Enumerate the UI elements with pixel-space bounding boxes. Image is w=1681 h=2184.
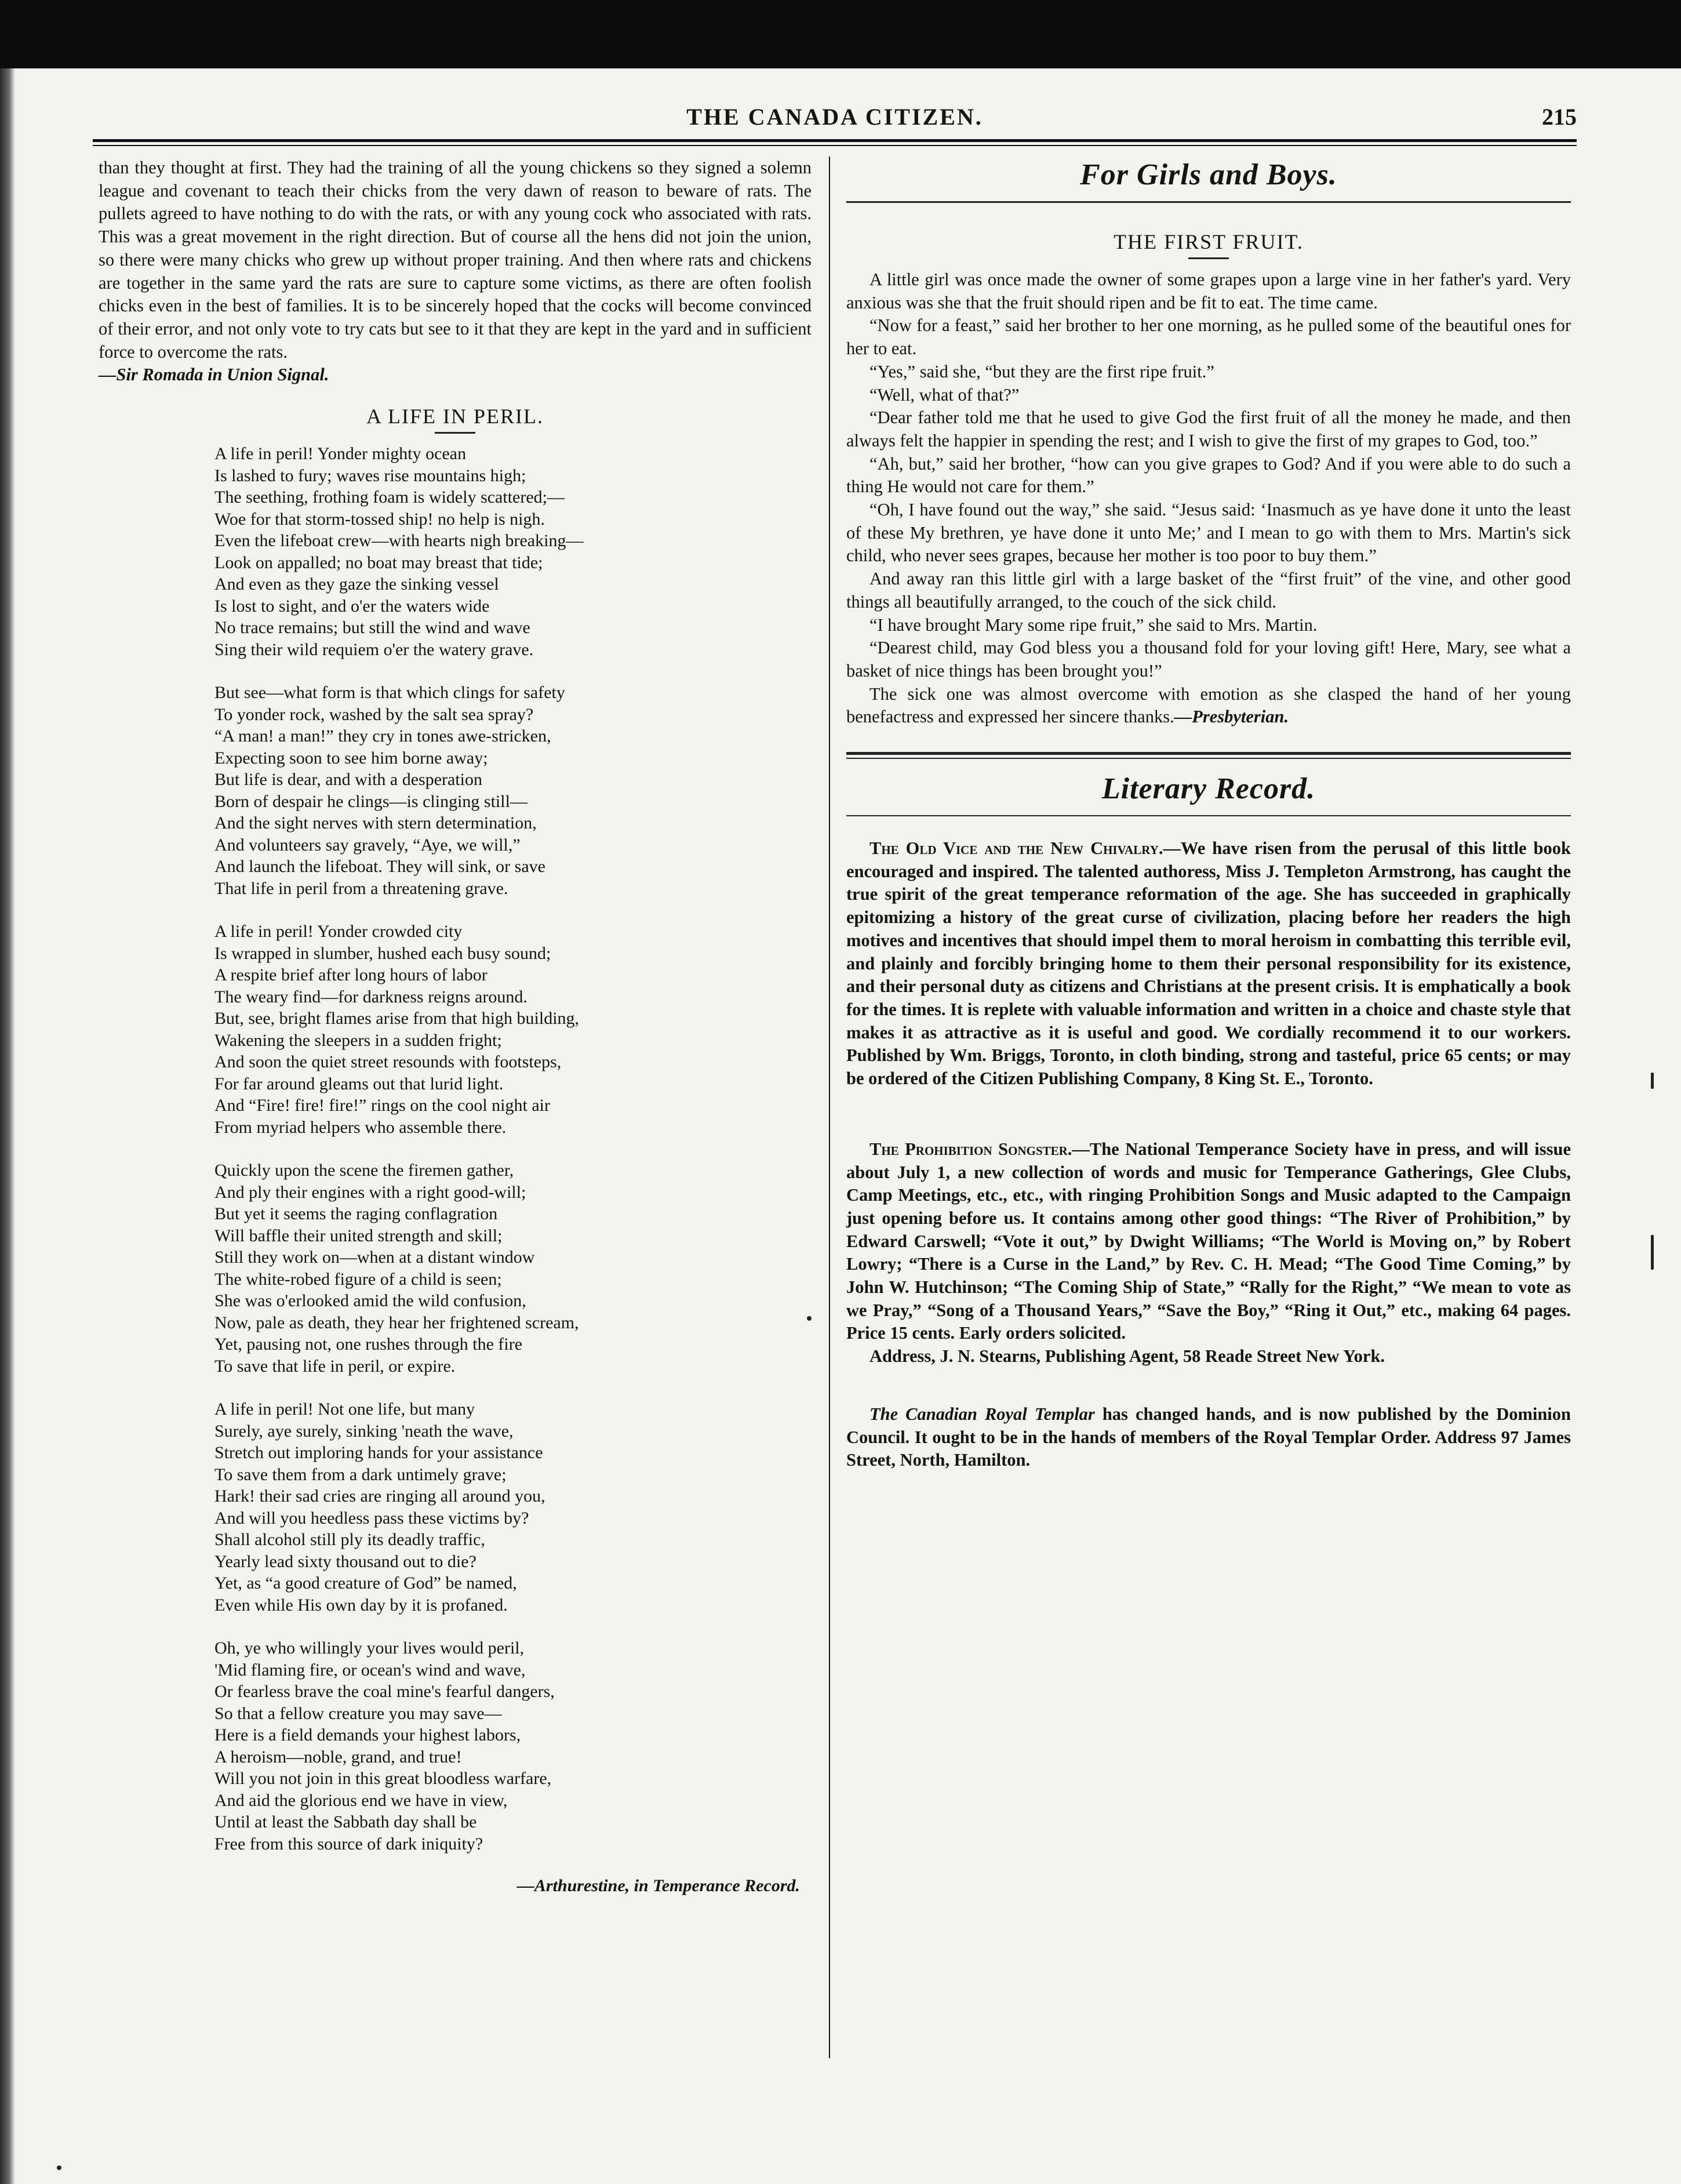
- review-old-vice-title: The Old Vice and the New Chivalry.: [869, 838, 1163, 859]
- column-divider: [829, 157, 830, 2058]
- poem-line: Stretch out imploring hands for your assistance: [214, 1443, 543, 1463]
- masthead-rule-thin: [93, 145, 1577, 146]
- poem-credit: —Arthurestine, in Temperance Record.: [516, 1876, 800, 1896]
- story-paragraph: “I have brought Mary some ripe fruit,” she said to Mrs. Martin.: [869, 615, 1318, 635]
- story-paragraph: “Yes,” said she, “but they are the first ripe fruit.”: [869, 361, 1214, 381]
- notice-royal-templar-text: has changed hands, and is now published by the Dominion Council. It ought to be in the hands of members of the Royal Templar Order. Address 97 James Street, North, Hamilton.: [846, 1404, 1571, 1470]
- story-paragraph-text: The sick one was almost overcome with emotion as she clasped the hand of her young benefactress and expressed her sincere thanks.: [846, 684, 1571, 727]
- poem-line: Sing their wild requiem o'er the watery grave.: [214, 639, 534, 659]
- poem-stanza: [214, 1160, 812, 1377]
- poem-line: And the sight nerves with stern determination,: [214, 813, 537, 833]
- poem-title: A LIFE IN PERIL.: [366, 405, 544, 428]
- poem-line: Free from this source of dark iniquity?: [214, 1834, 483, 1854]
- poem-line: Shall alcohol still ply its deadly traffic,: [214, 1530, 485, 1550]
- poem-line: And launch the lifeboat. They will sink, or save: [214, 857, 545, 877]
- poem-line: To yonder rock, washed by the salt sea spray?: [214, 704, 534, 724]
- review-songster-text: —The National Temperance Society have in press, and will issue about July 1, a new collection of words and music for Temperance Gatherings, Glee Clubs, Camp Meetings, etc., etc., with ringing Prohibition Songs and Music adapted to the Campaign just opening before us. It contains among other good things: “The River of Prohibition,” by Edward Carswell; “Vote it out,” by Dwight Williams; “The World is Moving on,” by Robert Lowry; “There is a Curse in the Land,” by Rev. C. H. Mead; “The Good Time Coming,” by John W. Hutchinson; “The Coming Ship of State,” “Rally for the Right,” “We mean to vote as we Pray,” “Song of a Thousand Years,” “Save the Boy,” “Ring it Out,” etc., making 64 pages. Price 15 cents. Early orders solicited.: [846, 1139, 1571, 1343]
- story-paragraph: [846, 683, 1571, 729]
- section-double-rule-thin: [846, 758, 1571, 759]
- poem-line: For far around gleams out that lurid light.: [214, 1074, 504, 1093]
- poem-line: From myriad helpers who assemble there.: [214, 1117, 507, 1137]
- poem-line: The white-robed figure of a child is seen;: [214, 1269, 502, 1289]
- poem-line: Is wrapped in slumber, hushed each busy sound;: [214, 943, 551, 963]
- intro-paragraph: than they thought at first. They had the training of all the young chickens so they signed a solemn league and covenant to teach their chicks from the very dawn of reason to beware of rats. The pullets agreed to have nothing to do with the rats, or with any young cock who associated with rats. This was a great movement in the right direction. But of course all the hens did not join the union, so there were many chicks who grew up without proper training. And then where rats and chickens are together in the same yard the rats are sure to capture some victims, as there are often foolish chicks even in the best of families. It is to be sincerely hoped that the cocks will become convinced of their error, and not only vote to try cats but see to it that they are kept in the yard and in sufficient force to overcome the rats.: [99, 158, 812, 362]
- notice-royal-templar: [846, 1403, 1571, 1472]
- poem: [99, 443, 812, 1855]
- poem-line: “A man! a man!” they cry in tones awe-stricken,: [214, 726, 551, 746]
- story-credit: —Presbyterian.: [1174, 707, 1289, 727]
- poem-line: And “Fire! fire! fire!” rings on the cool night air: [214, 1096, 550, 1115]
- poem-line: And volunteers say gravely, “Aye, we will,”: [214, 835, 521, 855]
- print-speck: [1651, 1073, 1654, 1089]
- poem-line: Wakening the sleepers in a sudden fright;: [214, 1030, 502, 1050]
- poem-line: But yet it seems the raging conflagration: [214, 1204, 498, 1224]
- section-rule-2: [846, 815, 1571, 816]
- story-paragraph: “Ah, but,” said her brother, “how can you give grapes to God? And if you were able to do such a thing He would not care for them.”: [846, 453, 1571, 497]
- poem-line: Yearly lead sixty thousand out to die?: [214, 1551, 476, 1571]
- poem-line: A life in peril! Yonder mighty ocean: [214, 444, 467, 464]
- poem-line: 'Mid flaming fire, or ocean's wind and wave,: [214, 1660, 526, 1680]
- print-speck: [1651, 1235, 1654, 1270]
- poem-line: That life in peril from a threatening grave.: [214, 878, 508, 898]
- story-title-rule: [1188, 257, 1229, 259]
- poem-stanza: [214, 682, 812, 899]
- poem-line: Now, pale as death, they hear her frightened scream,: [214, 1313, 579, 1332]
- poem-line: And even as they gaze the sinking vessel: [214, 575, 499, 594]
- poem-line: To save them from a dark untimely grave;: [214, 1465, 507, 1484]
- poem-line: Woe for that storm-tossed ship! no help is nigh.: [214, 509, 545, 529]
- poem-line: Hark! their sad cries are ringing all around you,: [214, 1487, 545, 1506]
- print-speck: [807, 1316, 812, 1321]
- poem-line: Is lost to sight, and o'er the waters wide: [214, 596, 490, 616]
- story-paragraph: A little girl was once made the owner of some grapes upon a large vine in her father's yard. Very anxious was she that the fruit should ripen and be fit to eat. The time came.: [846, 270, 1571, 312]
- section-title-literary-record: Literary Record.: [1101, 772, 1316, 806]
- review-songster-address: Address, J. N. Stearns, Publishing Agent, 58 Reade Street New York.: [869, 1346, 1385, 1367]
- poem-line: Look on appalled; no boat may breast that tide;: [214, 553, 543, 572]
- poem-line: Will baffle their united strength and skill;: [214, 1226, 503, 1245]
- poem-line: But life is dear, and with a desperation: [214, 770, 482, 790]
- poem-line: And soon the quiet street resounds with footsteps,: [214, 1052, 562, 1072]
- story-body: [846, 268, 1571, 729]
- story-paragraph: “Now for a feast,” said her brother to her one morning, as he pulled some of the beautiful ones for her to eat.: [846, 315, 1571, 359]
- right-column: [846, 157, 1571, 1472]
- masthead-title: THE CANADA CITIZEN.: [686, 104, 983, 130]
- review-old-vice: [846, 837, 1571, 1091]
- poem-line: Still they work on—when at a distant window: [214, 1248, 535, 1267]
- poem-line: Born of despair he clings—is clinging still—: [214, 791, 527, 811]
- poem-line: The seething, frothing foam is widely scattered;—: [214, 488, 565, 507]
- poem-stanza: [214, 1398, 812, 1616]
- poem-line: Even while His own day by it is profaned.: [214, 1595, 508, 1615]
- poem-line: To save that life in peril, or expire.: [214, 1356, 456, 1376]
- poem-stanza: [214, 1637, 812, 1855]
- masthead: [93, 103, 1577, 138]
- poem-line: And will you heedless pass these victims by?: [214, 1508, 529, 1528]
- poem-line: A life in peril! Yonder crowded city: [214, 922, 463, 942]
- story-paragraph: “Well, what of that?”: [869, 384, 1020, 405]
- title-rule: [435, 432, 475, 434]
- section-title-girls-boys: For Girls and Boys.: [1080, 158, 1337, 191]
- poem-line: A life in peril! Not one life, but many: [214, 1400, 475, 1419]
- poem-line: Oh, ye who willingly your lives would peril,: [214, 1638, 525, 1658]
- review-old-vice-text: —We have risen from the perusal of this little book encouraged and inspired. The talented authoress, Miss J. Templeton Armstrong, has caught the true spirit of the great temperance reformation of the age. She has succeeded in graphically epitomizing a history of the great curse of civilization, placing before her readers the high motives and incentives that should impel them to moral heroism in combatting this terrible evil, and plainly and forcibly bringing home to them their personal responsibility for its existence, and their personal duty as citizens and Christians at the present crisis. It is emphatically a book for the times. It is replete with valuable information and written in a choice and chaste style that makes it as attractive as it is useful and good. We cordially recommend it to our workers. Published by Wm. Briggs, Toronto, in cloth binding, strong and tasteful, price 65 cents; or may be ordered of the Citizen Publishing Company, 8 King St. E., Toronto.: [846, 838, 1571, 1089]
- poem-line: Expecting soon to see him borne away;: [214, 748, 488, 768]
- poem-line: Even the lifeboat crew—with hearts nigh breaking—: [214, 531, 584, 551]
- scan-top-band: [0, 0, 1681, 68]
- story-paragraph: “Dear father told me that he used to give God the first fruit of all the money he made, and then always felt the happier in spending the rest; and I wish to give the first of my grapes to God, too.”: [846, 408, 1571, 450]
- story-paragraph: “Dearest child, may God bless you a thousand fold for your loving gift! Here, Mary, see what a basket of nice things has been brought you!”: [846, 638, 1571, 681]
- poem-line: No trace remains; but still the wind and wave: [214, 618, 530, 638]
- poem-line: But, see, bright flames arise from that high building,: [214, 1009, 580, 1029]
- poem-line: Will you not join in this great bloodless warfare,: [214, 1769, 552, 1789]
- poem-line: Is lashed to fury; waves rise mountains high;: [214, 466, 526, 485]
- story-paragraph: And away ran this little girl with a large basket of the “first fruit” of the vine, and other good things all beautifully arranged, to the couch of the sick child.: [846, 569, 1571, 612]
- review-songster-title: The Prohibition Songster.: [869, 1139, 1072, 1159]
- section-rule: [846, 201, 1571, 203]
- story-paragraph: “Oh, I have found out the way,” she said. “Jesus said: ‘Inasmuch as ye have done it unto the least of these My brethren, ye have done it unto Me;’ and I mean to go with them to Mrs. Martin's sick child, who never sees grapes, because her mother is too poor to buy them.”: [846, 500, 1571, 566]
- review-prohibition-songster: [846, 1138, 1571, 1345]
- poem-line: So that a fellow creature you may save—: [214, 1703, 502, 1723]
- story-title: THE FIRST FRUIT.: [1114, 230, 1304, 253]
- poem-line: Yet, as “a good creature of God” be named,: [214, 1574, 517, 1593]
- poem-line: Here is a field demands your highest labors,: [214, 1725, 521, 1745]
- poem-line: Yet, pausing not, one rushes through the fire: [214, 1335, 523, 1354]
- intro-credit: —Sir Romada in Union Signal.: [99, 365, 329, 385]
- poem-line: Or fearless brave the coal mine's fearful dangers,: [214, 1682, 555, 1702]
- poem-line: A heroism—noble, grand, and true!: [214, 1747, 462, 1767]
- poem-line: The weary find—for darkness reigns around.: [214, 987, 527, 1006]
- poem-line: And aid the glorious end we have in view,: [214, 1790, 508, 1810]
- poem-stanza: [214, 921, 812, 1138]
- poem-line: But see—what form is that which clings for safety: [214, 683, 565, 703]
- print-speck: [57, 2165, 61, 2170]
- poem-stanza: [214, 443, 812, 660]
- notice-royal-templar-title: The Canadian Royal Templar: [869, 1404, 1095, 1424]
- poem-line: A respite brief after long hours of labor: [214, 965, 487, 985]
- poem-line: Surely, aye surely, sinking 'neath the wave,: [214, 1421, 514, 1441]
- poem-line: Until at least the Sabbath day shall be: [214, 1812, 477, 1832]
- page-number: 215: [1542, 104, 1577, 130]
- masthead-rule: [93, 139, 1577, 142]
- poem-line: She was o'erlooked amid the wild confusion,: [214, 1291, 526, 1311]
- binding-shadow: [0, 68, 15, 2184]
- section-double-rule: [846, 752, 1571, 755]
- poem-line: And ply their engines with a right good-will;: [214, 1182, 526, 1202]
- poem-line: Quickly upon the scene the firemen gather,: [214, 1161, 514, 1180]
- left-column: [99, 157, 812, 1896]
